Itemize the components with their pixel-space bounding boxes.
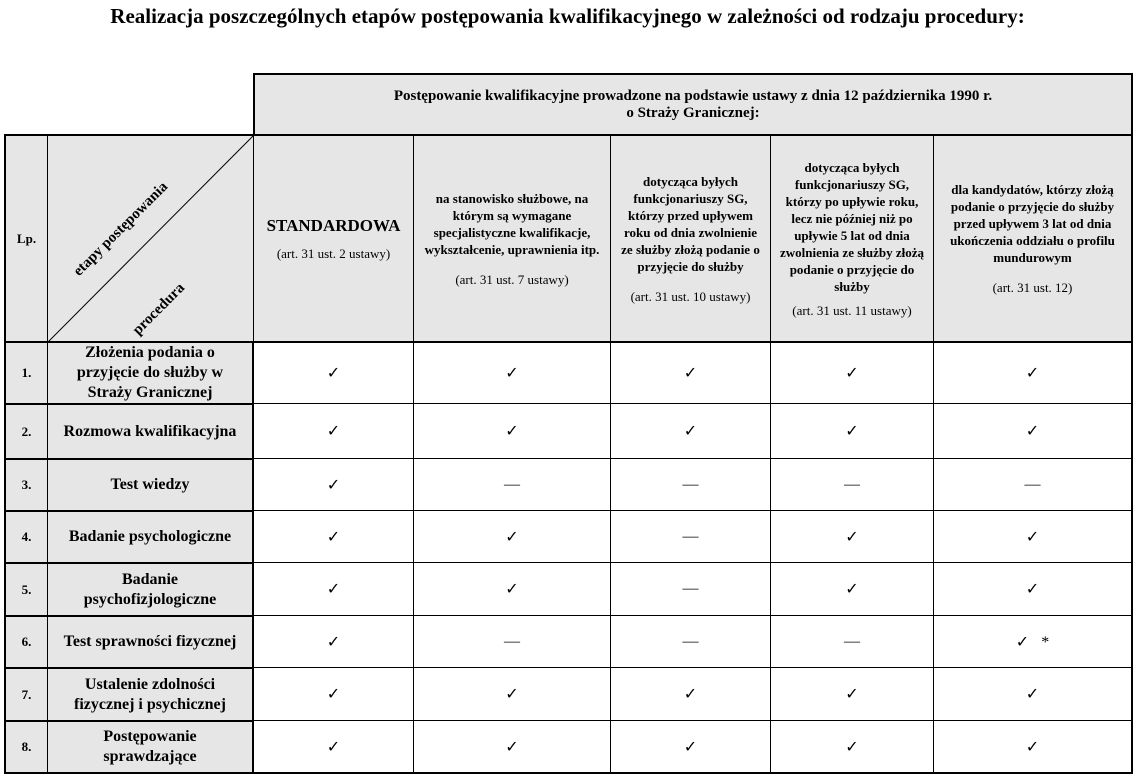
col-header-former-1y-ref: (art. 31 ust. 10 ustawy) [630,288,751,304]
row-number [4,562,48,616]
col-header-specialist-text: na stanowisko służbowe, na którym są wymagane specjalistyczne kwalifikacje, wykształcenie, uprawnienia itp. [424,190,600,257]
dash-mark-icon: — [682,475,699,493]
mark-cell [770,458,934,511]
col-header-former-5y [770,134,934,342]
row-number [4,720,48,774]
mark-cell [933,458,1133,511]
col-header-former-1y [610,134,771,342]
check-mark-icon: ✓ [1025,581,1040,598]
mark-cell [933,720,1133,774]
col-header-former-5y-ref: (art. 31 ust. 11 ustawy) [792,302,912,318]
mark-cell [413,667,611,721]
diag-label-procedure: procedura [129,280,188,339]
check-mark-icon: ✓ [505,686,519,703]
mark-cell [933,510,1133,563]
row-number [4,458,48,511]
mark-cell [933,562,1133,616]
row-number [4,403,48,459]
check-mark-icon: ✓ [1025,686,1040,703]
mark-cell [933,667,1133,721]
check-mark-icon: ✓ [326,581,341,598]
mark-cell [770,562,934,616]
stage-name-cell [47,562,254,616]
col-header-uniformed [933,134,1133,342]
mark-cell [413,562,611,616]
mark-cell [253,510,414,563]
col-header-former-5y-text: dotycząca byłych funkcjonariuszy SG, którzy po upływie roku, lecz nie później niż po upływie 5 lat od dnia zwolnienia ze służby złożą podanie o przyjęcie do służby [779,159,925,294]
check-mark-icon: ✓ [1025,528,1040,546]
dash-mark-icon: — [682,580,699,597]
mark-cell [253,562,414,616]
check-mark-icon: ✓ [845,686,859,703]
mark-cell [610,720,771,774]
dash-mark-icon: — [844,475,860,493]
stage-name: Postępowanie sprawdzające [103,728,197,765]
mark-cell [933,341,1133,404]
stage-name-cell [47,720,254,774]
mark-cell [770,615,934,668]
mark-cell [770,510,934,563]
dash-mark-icon: — [504,475,520,493]
row-number-label: 7. [21,686,32,702]
diagonal-header [47,134,254,342]
stage-name: Ustalenie zdolności fizycznej i psychicznej [74,675,226,713]
dash-mark-icon: — [844,632,860,650]
dash-mark-icon: — [1024,475,1041,493]
stage-name: Test sprawności fizycznej [63,633,237,650]
check-mark-icon: ✓ [1025,738,1040,756]
mark-cell [610,615,771,668]
check-mark-icon: ✓ [326,738,341,756]
check-mark-icon: ✓ [1025,423,1040,440]
col-header-standard-ref: (art. 31 ust. 2 ustawy) [276,245,391,261]
lp-header [4,134,48,342]
stage-name: Test wiedzy [110,476,190,493]
check-mark-icon: ✓ [505,528,519,546]
check-mark-icon: ✓ [505,365,519,382]
stage-name-cell [47,615,254,668]
mark-cell [413,341,611,404]
check-mark-icon: ✓ [683,423,698,440]
mark-cell [610,510,771,563]
page-title: Realizacja poszczególnych etapów postępowania kwalifikacyjnego w zależności od rodzaju procedury: [110,4,1025,28]
check-mark-icon: ✓ [845,738,859,756]
check-mark-icon: ✓ [326,476,341,494]
check-mark-icon: ✓ [326,365,341,382]
col-header-former-1y-text: dotycząca byłych funkcjonariuszy SG, którzy przed upływem roku od dnia zwolnienie ze służby złożą podanie o przyjęcie do służby [621,173,760,274]
mark-cell [253,341,414,404]
col-header-standard-name: STANDARDOWA [266,215,401,235]
mark-cell [610,341,771,404]
mark-cell [610,562,771,616]
check-mark-icon: ✓ [845,528,859,546]
dash-mark-icon: — [682,632,699,650]
stage-name-cell [47,510,254,563]
check-mark-icon: ✓ [505,738,519,756]
stage-name: Badanie psychofizjologiczne [83,570,217,608]
mark-cell [413,720,611,774]
mark-cell [413,510,611,563]
col-header-specialist-ref: (art. 31 ust. 7 ustawy) [455,271,569,287]
check-mark-icon: ✓ [505,423,519,440]
row-number-label: 3. [21,477,32,492]
stage-name-cell [47,667,254,721]
mark-cell [610,667,771,721]
check-mark-icon: ✓ [845,581,859,598]
row-number-label: 5. [21,581,32,597]
row-number-label: 4. [21,529,32,544]
lp-header-label: Lp. [16,230,37,246]
row-number-label: 8. [21,739,32,754]
mark-cell [413,403,611,459]
group-header-line1: Postępowanie kwalifikacyjne prowadzone na podstawie ustawy z dnia 12 października 1990 r. [393,88,993,104]
check-mark-icon: ✓ [326,423,341,440]
mark-cell [610,403,771,459]
mark-cell [770,720,934,774]
group-header [253,73,1133,136]
mark-cell [413,615,611,668]
stage-name-cell [47,458,254,511]
check-mark-icon: ✓ [683,686,698,703]
mark-cell [253,403,414,459]
row-number [4,667,48,721]
check-mark-icon: ✓ [845,365,859,382]
mark-cell [933,403,1133,459]
col-header-uniformed-text: dla kandydatów, którzy złożą podanie o przyjęcie do służby przed upływem 3 lat od dnia ukończenia oddziału o profilu mundurowym [950,182,1115,265]
mark-cell [253,615,414,668]
stage-name: Badanie psychologiczne [68,528,232,545]
group-header-line2: o Straży Granicznej: [626,105,760,121]
check-mark-icon: ✓ [326,528,341,546]
row-number [4,510,48,563]
col-header-uniformed-ref: (art. 31 ust. 12) [992,280,1073,295]
col-header-standard [253,134,414,342]
row-number [4,341,48,404]
check-mark-icon: ✓ [845,423,859,440]
check-mark-icon: ✓ * [1015,633,1050,651]
mark-cell [253,720,414,774]
stage-name: Rozmowa kwalifikacyjna [63,422,237,440]
mark-cell [770,667,934,721]
stage-name: Złożenia podania o przyjęcie do służby w Straży Granicznej [76,344,224,401]
row-number-label: 6. [21,634,32,649]
check-mark-icon: ✓ [683,365,698,382]
dash-mark-icon: — [504,632,520,650]
check-mark-icon: ✓ [326,686,341,703]
row-number-label: 2. [21,423,32,439]
diag-label-stages: etapy postępowania [70,178,172,280]
col-header-specialist [413,134,611,342]
mark-cell [610,458,771,511]
dash-mark-icon: — [682,527,699,545]
stage-name-cell [47,341,254,404]
check-mark-icon: ✓ [326,633,341,651]
mark-cell [770,403,934,459]
check-mark-icon: ✓ [683,738,698,756]
mark-cell [933,615,1133,668]
mark-cell [253,458,414,511]
mark-cell [770,341,934,404]
row-number [4,615,48,668]
mark-cell [413,458,611,511]
row-number-label: 1. [21,365,32,380]
check-mark-icon: ✓ [1025,365,1040,382]
mark-cell [253,667,414,721]
check-mark-icon: ✓ [505,581,519,598]
stage-name-cell [47,403,254,459]
